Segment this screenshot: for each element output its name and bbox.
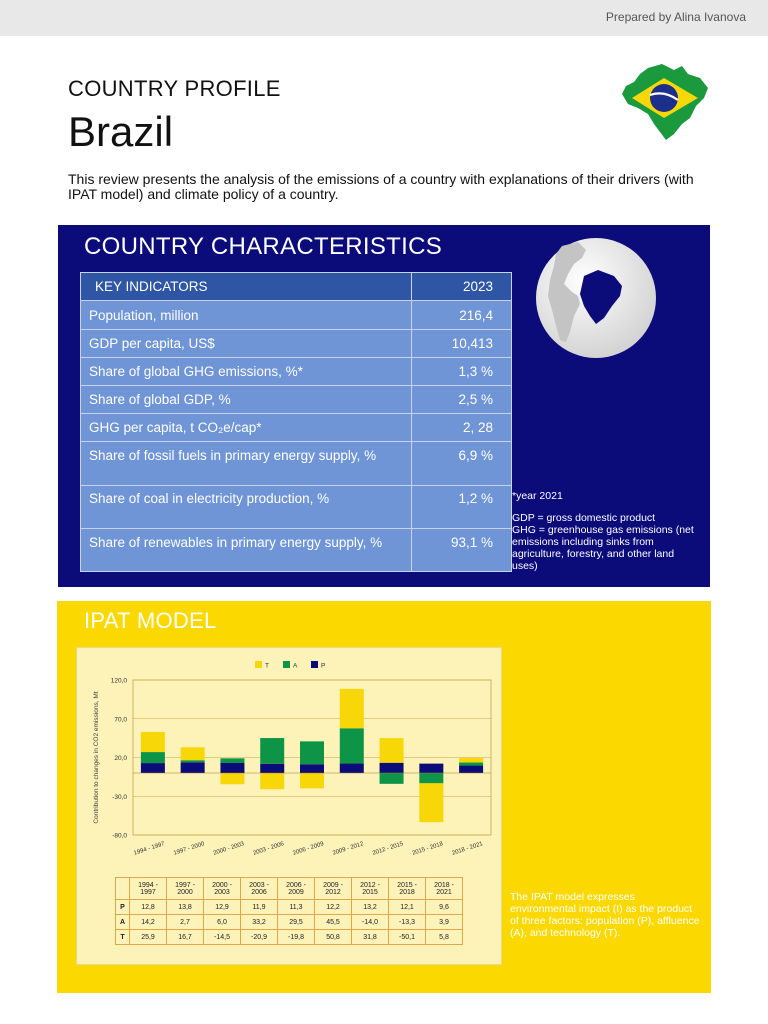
table-cell: 33,2 (241, 915, 278, 930)
indicator-label: Share of renewables in primary energy supply, % (81, 529, 412, 572)
bar-segment-P (459, 766, 483, 773)
bar-segment-P (340, 764, 364, 773)
indicator-value: 1,3 % (412, 358, 512, 386)
period-header: 2018 - 2021 (426, 878, 463, 900)
y-tick-label: -80,0 (112, 832, 127, 840)
table-cell: 16,7 (167, 930, 204, 945)
table-cell: -20,9 (241, 930, 278, 945)
key-indicators-header: KEY INDICATORS (81, 273, 412, 301)
y-tick-label: 70,0 (114, 716, 127, 724)
table-row (81, 386, 512, 414)
ipat-table-header (116, 878, 463, 900)
row-header: T (116, 930, 130, 945)
table-cell: 3,9 (426, 915, 463, 930)
page-title: Brazil (68, 108, 174, 155)
indicator-value: 10,413 (412, 330, 512, 358)
table-row (116, 915, 463, 930)
legend-swatch (283, 661, 290, 668)
bar-segment-T (300, 773, 324, 788)
bar-segment-P (260, 764, 284, 773)
indicator-label: GDP per capita, US$ (81, 330, 412, 358)
indicator-label: Share of coal in electricity production, % (81, 486, 412, 529)
ipat-chart (76, 647, 502, 965)
bar-segment-A (220, 758, 244, 763)
bar-segment-T (260, 773, 284, 789)
table-row (116, 900, 463, 915)
indicator-value: 6,9 % (412, 442, 512, 486)
bar-segment-T (220, 773, 244, 784)
bar-segment-A (380, 773, 404, 784)
legend-swatch (311, 661, 318, 668)
indicator-label: GHG per capita, t CO₂e/cap* (81, 414, 412, 442)
top-bar (0, 0, 768, 36)
legend-swatch (255, 661, 262, 668)
y-tick-label: 120,0 (110, 677, 127, 685)
period-header: 2006 - 2009 (278, 878, 315, 900)
bar-segment-A (260, 738, 284, 764)
period-header: 1997 - 2000 (167, 878, 204, 900)
x-tick-label: 2012 - 2015 (371, 841, 405, 857)
y-tick-label: -30,0 (112, 793, 127, 801)
bar-segment-A (181, 760, 205, 762)
bar-segment-A (419, 773, 443, 783)
bar-segment-T (459, 758, 483, 762)
page-kicker: COUNTRY PROFILE (68, 76, 281, 101)
brazil-flag-map-icon (618, 62, 710, 142)
legend-label: P (321, 662, 326, 670)
year-header: 2023 (412, 273, 512, 301)
period-header: 2015 - 2018 (389, 878, 426, 900)
bar-segment-T (419, 783, 443, 822)
period-header: 2000 - 2003 (204, 878, 241, 900)
table-cell: 13,8 (167, 900, 204, 915)
table-row (81, 486, 512, 529)
ghg-note: GHG = greenhouse gas emissions (net emissions including sinks from agriculture, forestry, and other land uses) (512, 524, 694, 572)
bar-segment-A (459, 763, 483, 766)
table-cell: 9,6 (426, 900, 463, 915)
period-header: 2003 - 2006 (241, 878, 278, 900)
x-tick-label: 2000 - 2003 (212, 841, 246, 857)
row-header: P (116, 900, 130, 915)
table-cell: 50,8 (315, 930, 352, 945)
table-row (81, 442, 512, 486)
bar-segment-A (300, 741, 324, 764)
bar-segment-P (380, 763, 404, 773)
x-tick-label: 1994 - 1997 (133, 841, 166, 857)
x-tick-label: 2003 - 2006 (252, 841, 285, 857)
bar-segment-P (181, 762, 205, 773)
indicator-label: Share of fossil fuels in primary energy supply, % (81, 442, 412, 486)
table-cell: 11,3 (278, 900, 315, 915)
y-axis-label: Contribution to changes in CO2 emissions, Mt (93, 691, 100, 824)
legend-label: A (293, 662, 298, 670)
table-cell: 12,1 (389, 900, 426, 915)
indicator-value: 93,1 % (412, 529, 512, 572)
table-cell: -14,5 (204, 930, 241, 945)
corner-cell (116, 878, 130, 900)
table-cell: 29,5 (278, 915, 315, 930)
indicator-label: Share of global GHG emissions, %* (81, 358, 412, 386)
indicator-value: 2, 28 (412, 414, 512, 442)
bar-segment-P (220, 763, 244, 773)
period-header: 2012 - 2015 (352, 878, 389, 900)
bar-segment-T (340, 689, 364, 728)
table-cell: 31,8 (352, 930, 389, 945)
indicator-value: 1,2 % (412, 486, 512, 529)
table-cell: 2,7 (167, 915, 204, 930)
intro-paragraph: This review presents the analysis of the emissions of a country with explanations of their drivers (with IPAT model) and climate policy of a country. (68, 171, 694, 202)
table-cell: 25,9 (130, 930, 167, 945)
row-header: A (116, 915, 130, 930)
x-tick-label: 2015 - 2018 (411, 841, 444, 857)
bar-segment-P (141, 763, 165, 773)
country-characteristics-heading: COUNTRY CHARACTERISTICS (84, 233, 443, 260)
bar-segment-A (141, 752, 165, 763)
prepared-by: Prepared by Alina Ivanova (605, 10, 746, 24)
table-cell: 6,0 (204, 915, 241, 930)
year-note: *year 2021 (512, 490, 563, 502)
period-header: 2009 - 2012 (315, 878, 352, 900)
y-tick-label: 20,0 (114, 755, 127, 762)
indicator-label: Share of global GDP, % (81, 386, 412, 414)
key-indicators-table (80, 272, 512, 572)
table-cell: 12,9 (204, 900, 241, 915)
x-tick-label: 2006 - 2009 (292, 841, 325, 857)
period-header: 1994 - 1997 (130, 878, 167, 900)
x-tick-label: 2009 - 2012 (332, 841, 365, 857)
table-cell: 11,9 (241, 900, 278, 915)
bar-segment-T (380, 738, 404, 763)
bar-segment-T (141, 732, 165, 752)
table-cell: -14,0 (352, 915, 389, 930)
ipat-heading: IPAT MODEL (84, 608, 217, 633)
table-row (116, 930, 463, 945)
bar-segment-A (340, 728, 364, 763)
table-cell: -13,3 (389, 915, 426, 930)
characteristics-notes (512, 490, 702, 572)
indicator-label: Population, million (81, 301, 412, 330)
indicator-value: 216,4 (412, 301, 512, 330)
table-cell: 12,8 (130, 900, 167, 915)
table-row (81, 414, 512, 442)
table-cell: 12,2 (315, 900, 352, 915)
globe-icon (534, 236, 658, 360)
table-row (81, 358, 512, 386)
table-row (81, 301, 512, 330)
table-cell: 45,5 (315, 915, 352, 930)
gdp-note: GDP = gross domestic product (512, 512, 656, 524)
table-cell: -19,8 (278, 930, 315, 945)
x-tick-label: 1997 - 2000 (172, 841, 206, 857)
bar-segment-T (181, 747, 205, 760)
table-cell: 14,2 (130, 915, 167, 930)
table-row (81, 330, 512, 358)
table-row (81, 529, 512, 572)
table-cell: 13,2 (352, 900, 389, 915)
table-cell: 5,8 (426, 930, 463, 945)
table-header-row (81, 273, 512, 301)
bar-segment-P (419, 764, 443, 773)
ipat-data-table (115, 877, 463, 945)
x-tick-label: 2018 - 2021 (451, 841, 484, 857)
ipat-description: The IPAT model expresses environmental impact (I) as the product of three factors: population (P), affluence (A), and technology (T). (510, 891, 700, 939)
table-cell: -50,1 (389, 930, 426, 945)
legend-label: T (265, 662, 269, 670)
bar-segment-P (300, 764, 324, 773)
indicator-value: 2,5 % (412, 386, 512, 414)
